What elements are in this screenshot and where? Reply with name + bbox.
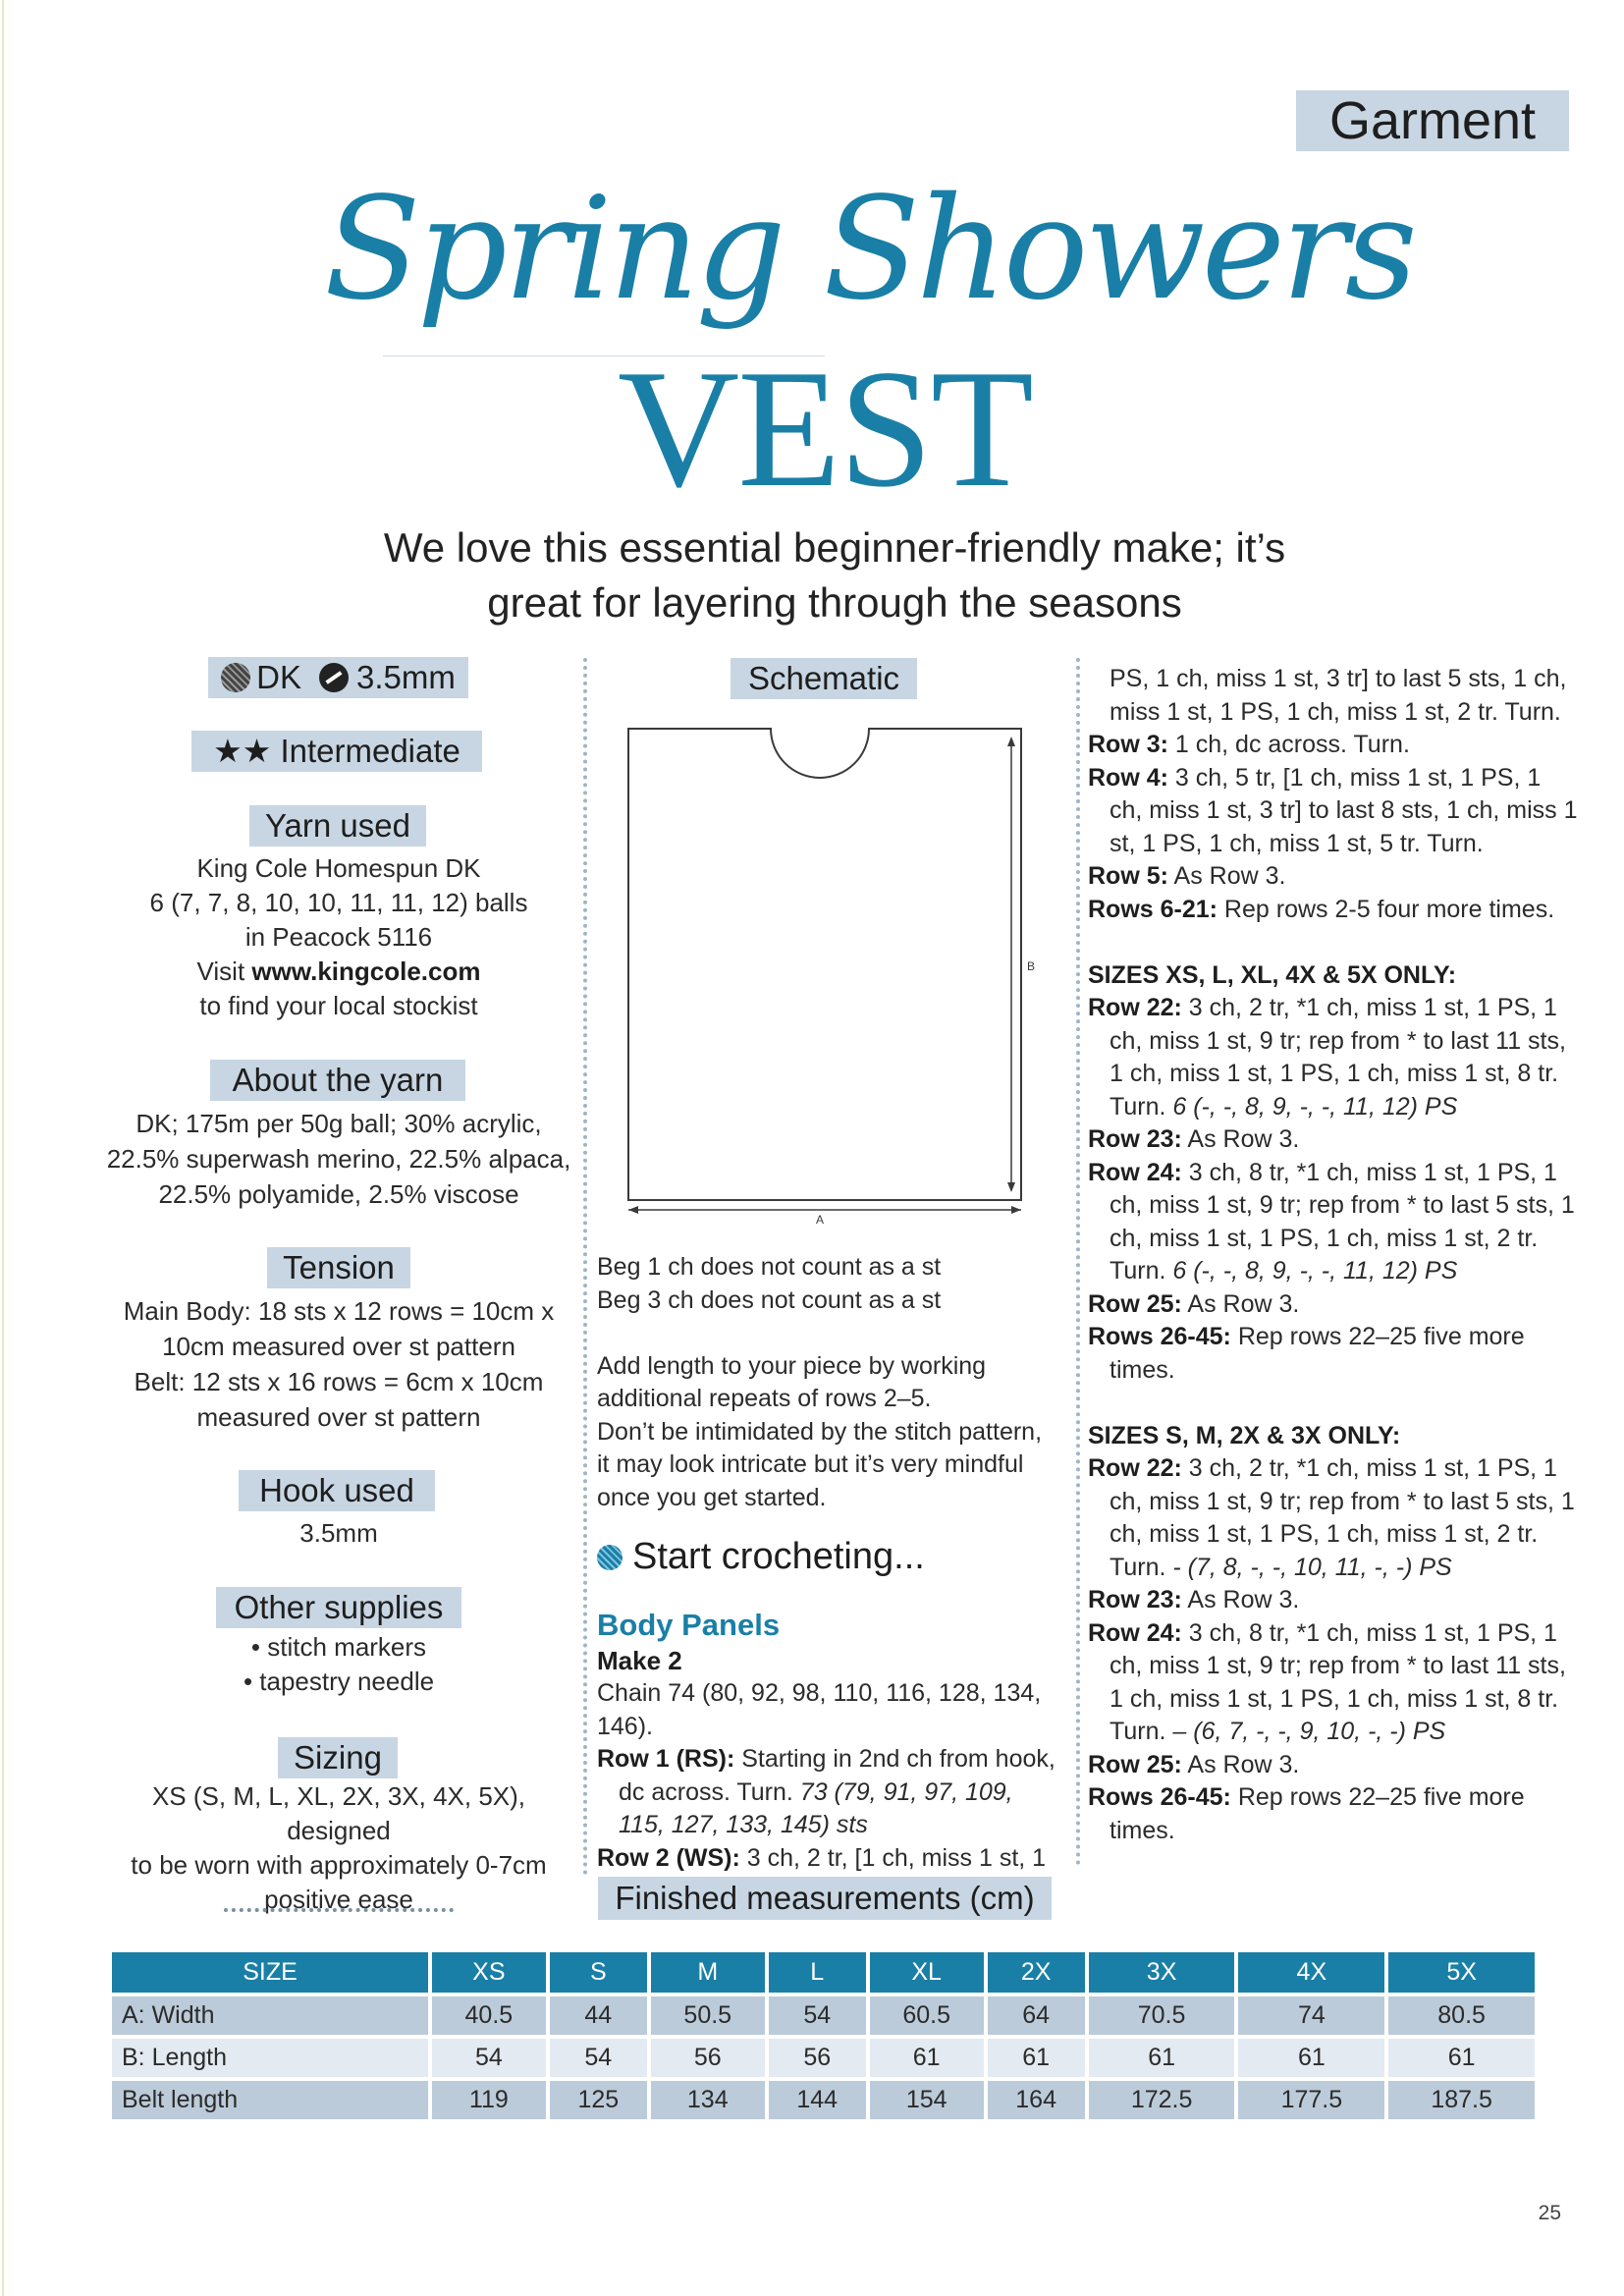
supply-item: • stitch markers xyxy=(250,1632,427,1662)
table-cell: 54 xyxy=(432,2039,546,2081)
pattern-row xyxy=(1088,1617,1579,1749)
sizing-text xyxy=(98,1779,579,1917)
pattern-gap xyxy=(1088,926,1579,959)
row-text: As Row 3. xyxy=(1181,1289,1300,1318)
row-label: Row 25: xyxy=(1088,1750,1182,1778)
tension-line: measured over st pattern xyxy=(196,1402,481,1432)
yarn-used-text xyxy=(98,851,579,1023)
finished-measurements-heading: Finished measurements (cm) xyxy=(598,1877,1052,1920)
yarn-used-line: King Cole Homespun DK xyxy=(196,853,481,883)
row-text: 3 ch, 2 tr, [1 ch, miss 1 st, 1 xyxy=(739,1843,1047,1872)
note-line: Beg 3 ch does not count as a st xyxy=(597,1285,942,1314)
page-edge-line xyxy=(2,0,4,2296)
about-yarn-heading: About the yarn xyxy=(210,1060,465,1101)
tension-heading: Tension xyxy=(267,1247,410,1288)
sizes-heading xyxy=(1088,1420,1579,1453)
supply-item: • tapestry needle xyxy=(243,1667,435,1696)
pattern-row xyxy=(1088,729,1579,762)
row-text: Rep rows 22–25 five more times. xyxy=(1110,1783,1525,1844)
row-text: 3 ch, 2 tr, *1 ch, miss 1 st, 1 PS, 1 ch, miss 1 st, 9 tr; rep from * to last 11 sts, 1 ch, miss 1 st, 1 PS, 1 ch, miss 1 st, 8 tr. Turn. xyxy=(1110,994,1566,1121)
table-cell: 187.5 xyxy=(1388,2081,1535,2123)
tension-text xyxy=(98,1293,579,1435)
table-header-cell: L xyxy=(769,1952,866,1996)
difficulty-pill xyxy=(191,731,482,772)
pattern-row xyxy=(1088,1321,1579,1387)
vest-schematic xyxy=(589,709,1041,1239)
table-cell: 119 xyxy=(432,2081,546,2123)
note-line: Beg 1 ch does not count as a st xyxy=(597,1253,942,1281)
standfirst-line: We love this essential beginner-friendly make; it’s xyxy=(383,524,1286,571)
continued-pattern xyxy=(1088,663,1579,1847)
dimension-a-arrow-left xyxy=(628,1206,638,1214)
table-header-cell: XS xyxy=(432,1952,546,1996)
sizing-line: to be worn with approximately 0-7cm xyxy=(131,1850,547,1880)
row-text: 3 ch, 8 tr, *1 ch, miss 1 st, 1 PS, 1 ch, miss 1 st, 9 tr; rep from * to last 5 sts, 1 ch, miss 1 st, 1 PS, 1 ch, miss 1 st, 2 tr. Turn. xyxy=(1110,1158,1575,1285)
pattern-notes xyxy=(597,1251,1058,1514)
about-yarn-text xyxy=(98,1106,579,1212)
row-text: Starting in 2nd ch from hook, dc across. Turn. xyxy=(619,1745,1056,1806)
row-label: Row 23: xyxy=(1088,1586,1182,1613)
start-crocheting-label: Start crocheting... xyxy=(632,1536,925,1577)
about-yarn-line: 22.5% superwash merino, 22.5% alpaca, xyxy=(106,1144,571,1174)
row-label: Row 3: xyxy=(1088,731,1168,758)
row-text: As Row 3. xyxy=(1167,862,1286,890)
tension-line: 10cm measured over st pattern xyxy=(162,1332,515,1361)
table-cell: 172.5 xyxy=(1089,2081,1235,2123)
table-header-cell: SIZE xyxy=(112,1952,428,1996)
row-label: Row 4: xyxy=(1088,763,1168,792)
sizing-line: positive ease xyxy=(264,1885,413,1914)
row-label: Row 23: xyxy=(1088,1125,1182,1153)
row-label: Row 24: xyxy=(1088,1618,1182,1647)
table-cell: 60.5 xyxy=(870,1996,984,2039)
pattern-row xyxy=(597,1743,1058,1842)
vest-outline xyxy=(628,729,1021,1200)
note-line: it may look intricate but it’s very mindful xyxy=(597,1450,1024,1478)
table-cell: 125 xyxy=(550,2081,647,2123)
note-line: additional repeats of rows 2–5. xyxy=(597,1385,932,1412)
table-cell: 61 xyxy=(988,2039,1085,2081)
pattern-row xyxy=(1088,1584,1579,1617)
dimension-a-label: A xyxy=(815,1213,825,1227)
table-cell: 61 xyxy=(1388,2039,1535,2081)
note-gap xyxy=(597,1317,1058,1350)
title-script: Spring Showers xyxy=(324,166,1414,331)
pattern-row xyxy=(1088,1749,1579,1782)
table-row xyxy=(112,2081,1535,2123)
pattern-row xyxy=(1088,1157,1579,1288)
visit-prefix: Visit xyxy=(196,957,252,986)
table-cell: 56 xyxy=(651,2039,765,2081)
hook-used-value: 3.5mm xyxy=(299,1518,378,1548)
table-cell: 54 xyxy=(769,1996,866,2039)
table-cell: 164 xyxy=(988,2081,1085,2123)
hook-size-label: 3.5mm xyxy=(355,659,456,695)
row-count: 73 (79, 91, 97, 109, 115, 127, 133, 145) sts xyxy=(619,1777,1013,1838)
yarn-ball-icon xyxy=(597,1545,623,1570)
pattern-gap xyxy=(1088,1387,1579,1420)
measurements-table xyxy=(108,1952,1539,2123)
body-panels-pattern xyxy=(597,1677,1058,1875)
pattern-row xyxy=(1088,1452,1579,1584)
schematic-heading: Schematic xyxy=(731,658,917,699)
pattern-row xyxy=(1088,894,1579,927)
table-cell: 44 xyxy=(550,1996,647,2039)
row-text: Rep rows 2-5 four more times. xyxy=(1217,895,1555,923)
column-separator-left xyxy=(583,658,587,1876)
table-header-cell: S xyxy=(550,1952,647,1996)
table-cell: 50.5 xyxy=(651,1996,765,2039)
yarn-used-line: 6 (7, 7, 8, 10, 10, 11, 11, 12) balls xyxy=(149,888,528,917)
sizes-heading-label: SIZES S, M, 2X & 3X ONLY: xyxy=(1088,1421,1401,1449)
table-cell: A: Width xyxy=(112,1996,428,2039)
row-label: Row 24: xyxy=(1088,1158,1182,1186)
row-text: 3 ch, 5 tr, [1 ch, miss 1 st, 1 PS, 1 ch, miss 1 st, 3 tr] to last 8 sts, 1 ch, miss 1 st, 1 PS, 1 ch, miss 1 st, 5 tr. Turn. xyxy=(1110,763,1578,857)
pattern-row xyxy=(1088,1781,1579,1847)
row-text: As Row 3. xyxy=(1181,1125,1300,1153)
website-link[interactable]: www.kingcole.com xyxy=(251,957,481,986)
section-tag: Garment xyxy=(1296,90,1569,151)
dimension-b-arrow-bottom xyxy=(1007,1182,1015,1192)
row-label: Row 1 (RS): xyxy=(597,1745,735,1773)
table-cell: 40.5 xyxy=(432,1996,546,2039)
table-header-cell: 3X xyxy=(1089,1952,1235,1996)
row-label: Row 22: xyxy=(1088,1454,1182,1482)
tension-line: Belt: 12 sts x 16 rows = 6cm x 10cm xyxy=(134,1367,544,1396)
standfirst xyxy=(295,520,1375,630)
pattern-row xyxy=(597,1842,1058,1876)
yarn-ball-icon xyxy=(221,663,250,692)
sizes-heading xyxy=(1088,959,1579,993)
weight-label: DK xyxy=(256,659,301,695)
other-supplies-heading: Other supplies xyxy=(216,1587,461,1628)
note-line: Don’t be intimidated by the stitch pattern, xyxy=(597,1417,1043,1446)
table-cell: 74 xyxy=(1238,1996,1384,2039)
table-cell: 177.5 xyxy=(1238,2081,1384,2123)
chain-instruction: Chain 74 (80, 92, 98, 110, 116, 128, 134, 146). xyxy=(597,1679,1042,1740)
table-cell: 70.5 xyxy=(1089,1996,1235,2039)
yarn-used-line: in Peacock 5116 xyxy=(244,922,433,952)
page-number: 25 xyxy=(1538,2202,1561,2224)
pattern-row xyxy=(1088,1288,1579,1322)
about-yarn-line: 22.5% polyamide, 2.5% viscose xyxy=(158,1179,519,1209)
difficulty-stars-icon: ★★ xyxy=(213,733,272,769)
table-cell: 56 xyxy=(769,2039,866,2081)
pattern-row xyxy=(1088,860,1579,894)
hook-icon xyxy=(319,663,349,692)
start-crocheting-heading xyxy=(597,1534,925,1579)
standfirst-line: great for layering through the seasons xyxy=(487,579,1182,626)
yarn-used-heading: Yarn used xyxy=(249,805,426,847)
row-label: Rows 26-45: xyxy=(1088,1783,1231,1811)
row-label: Row 5: xyxy=(1088,862,1168,890)
row-text: As Row 3. xyxy=(1181,1586,1300,1613)
column-separator-right xyxy=(1076,658,1080,1866)
table-cell: 61 xyxy=(1238,2039,1384,2081)
row-label: Rows 6-21: xyxy=(1088,895,1218,923)
row-text: Rep rows 22–25 five more times. xyxy=(1110,1323,1525,1384)
title-main: VEST xyxy=(618,336,1032,522)
row-label: Rows 26-45: xyxy=(1088,1323,1231,1350)
table-cell: 144 xyxy=(769,2081,866,2123)
row-count: 6 (-, -, 8, 9, -, -, 11, 12) PS xyxy=(1172,1257,1458,1285)
body-panels-heading: Body Panels xyxy=(597,1608,781,1642)
note-line: Add length to your piece by working xyxy=(597,1351,987,1380)
sizing-heading: Sizing xyxy=(278,1737,398,1778)
row-count: – (6, 7, -, -, 9, 10, -, -) PS xyxy=(1172,1718,1446,1745)
table-row xyxy=(112,1996,1535,2039)
difficulty-label: Intermediate xyxy=(280,733,460,769)
table-header-cell: 4X xyxy=(1238,1952,1384,1996)
dimension-a-arrow-right xyxy=(1011,1206,1021,1214)
dimension-b-arrow-top xyxy=(1007,737,1015,746)
row-label: Row 22: xyxy=(1088,994,1182,1021)
sizing-line: XS (S, M, L, XL, 2X, 3X, 4X, 5X), designed xyxy=(151,1781,526,1845)
table-cell: 61 xyxy=(870,2039,984,2081)
sizes-heading-label: SIZES XS, L, XL, 4X & 5X ONLY: xyxy=(1088,960,1457,989)
row-text: 3 ch, 2 tr, *1 ch, miss 1 st, 1 PS, 1 ch, miss 1 st, 9 tr; rep from * to last 5 sts, 1 ch, miss 1 st, 1 PS, 1 ch, miss 1 st, 2 tr. Turn. xyxy=(1110,1454,1575,1581)
pattern-row xyxy=(1088,762,1579,861)
row-text: As Row 3. xyxy=(1181,1750,1300,1778)
row-count: 6 (-, -, 8, 9, -, -, 11, 12) PS xyxy=(1172,1092,1458,1121)
left-dotted-divider xyxy=(224,1908,454,1912)
row-text: 1 ch, dc across. Turn. xyxy=(1167,731,1410,758)
pattern-row xyxy=(1088,992,1579,1123)
table-header-cell: 5X xyxy=(1388,1952,1535,1996)
table-cell: B: Length xyxy=(112,2039,428,2081)
table-cell: 80.5 xyxy=(1388,1996,1535,2039)
row-count: - (7, 8, -, -, 10, 11, -, -) PS xyxy=(1172,1553,1452,1581)
yarn-used-line: to find your local stockist xyxy=(199,991,478,1020)
table-header-cell: 2X xyxy=(988,1952,1085,1996)
weight-hook-pill xyxy=(208,657,468,698)
table-row xyxy=(112,2039,1535,2081)
pattern-row xyxy=(1088,1123,1579,1157)
table-cell: Belt length xyxy=(112,2081,428,2123)
pattern-continuation: PS, 1 ch, miss 1 st, 3 tr] to last 5 sts, 1 ch, miss 1 st, 1 PS, 1 ch, miss 1 st, 2 tr. Turn. xyxy=(1110,665,1567,726)
table-cell: 154 xyxy=(870,2081,984,2123)
dimension-b-label: B xyxy=(1027,959,1036,973)
table-header-cell: XL xyxy=(870,1952,984,1996)
row-label: Row 25: xyxy=(1088,1289,1182,1318)
tension-line: Main Body: 18 sts x 12 rows = 10cm x xyxy=(123,1296,555,1326)
other-supplies-list xyxy=(98,1630,579,1699)
table-cell: 61 xyxy=(1089,2039,1235,2081)
table-cell: 64 xyxy=(988,1996,1085,2039)
table-cell: 134 xyxy=(651,2081,765,2123)
stockist-link-line xyxy=(98,955,579,989)
about-yarn-line: DK; 175m per 50g ball; 30% acrylic, xyxy=(135,1109,542,1138)
row-label: Row 2 (WS): xyxy=(597,1843,740,1872)
table-header-cell: M xyxy=(651,1952,765,1996)
note-line: once you get started. xyxy=(597,1483,827,1511)
hook-used-heading: Hook used xyxy=(239,1470,435,1511)
row-text: 3 ch, 8 tr, *1 ch, miss 1 st, 1 PS, 1 ch, miss 1 st, 9 tr; rep from * to last 11 sts, 1 ch, miss 1 st, 1 PS, 1 ch, miss 1 st, 8 tr. Turn. xyxy=(1110,1618,1566,1745)
make-count: Make 2 xyxy=(597,1646,682,1675)
table-header-row xyxy=(112,1952,1535,1996)
table-cell: 54 xyxy=(550,2039,647,2081)
